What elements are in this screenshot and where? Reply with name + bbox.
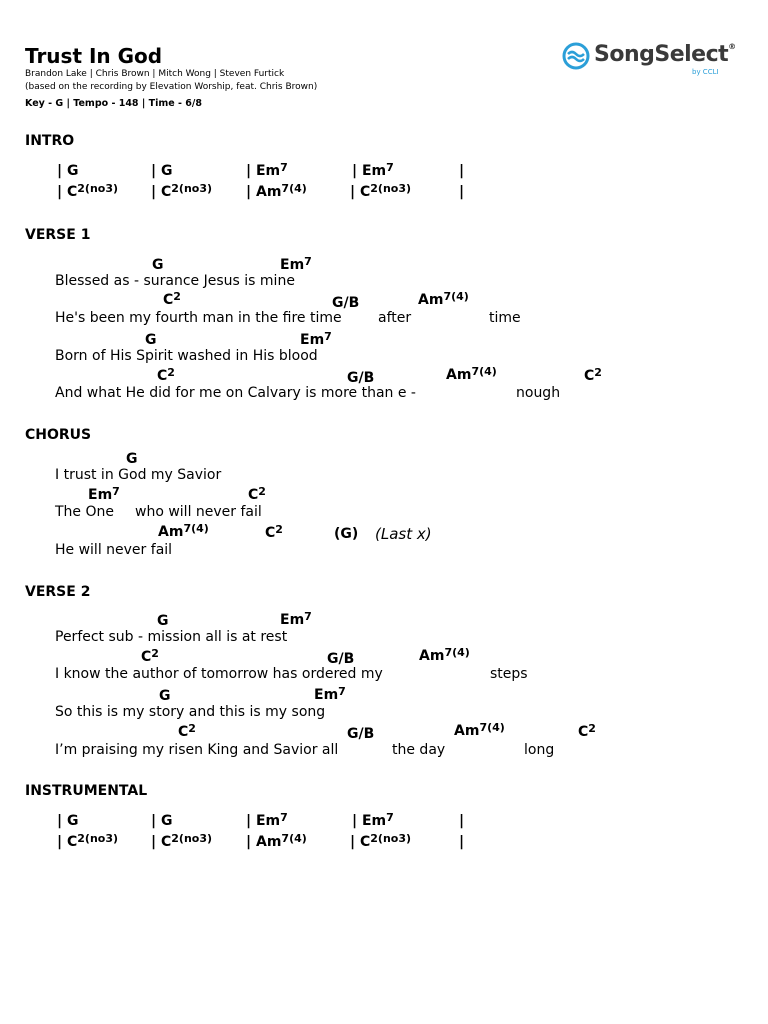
chord: G: [152, 257, 164, 273]
bar-chord: | Em$^7$: [352, 161, 394, 179]
chord: Em$^7$: [88, 485, 120, 503]
section-chorus: CHORUS: [25, 427, 92, 443]
lyric-word: the day: [392, 742, 446, 758]
chord: Em$^7$: [280, 255, 312, 273]
chord: G/B: [327, 651, 355, 667]
lyric-word: The One: [55, 504, 115, 520]
lyric-word: steps: [490, 666, 528, 682]
bar-chord: | $C^{2(no3)}$: [350, 832, 412, 850]
chord: $Am^{7(4)}$: [419, 646, 470, 664]
bar-chord: | G: [151, 163, 173, 179]
chord: G/B: [347, 370, 375, 386]
chord: $C^2$: [578, 722, 596, 740]
bar-line: |: [459, 834, 465, 850]
chord: Em$^7$: [300, 330, 332, 348]
lyric-line: who will never fail: [135, 504, 262, 520]
chord: G/B: [332, 295, 360, 311]
lyric-line: He's been my fourth man in the fire time: [55, 310, 342, 326]
chord: G: [159, 688, 171, 704]
bar-line: |: [459, 813, 465, 829]
song-authors: Brandon Lake | Chris Brown | Mitch Wong | Steven Furtick: [25, 69, 285, 79]
section-verse-1: VERSE 1: [25, 227, 91, 243]
bar-chord: | G: [151, 813, 173, 829]
chord: (G): [334, 526, 359, 542]
bar-chord: | $C^{2(no3)}$: [57, 832, 119, 850]
section-instrumental: INSTRUMENTAL: [25, 783, 148, 799]
chord: $C^2$: [178, 722, 196, 740]
lyric-word: nough: [516, 385, 561, 401]
chord: $Am^{7(4)}$: [454, 721, 505, 739]
lyric-line: And what He did for me on Calvary is more than e -: [55, 385, 416, 401]
chord: $C^2$: [157, 366, 175, 384]
bar-line: |: [459, 163, 465, 179]
lyric-line: I’m praising my risen King and Savior all: [55, 742, 339, 758]
bar-chord: | $Am^{7(4)}$: [246, 832, 307, 850]
chord: $C^2$: [163, 290, 181, 308]
bar-chord: | $C^{2(no3)}$: [57, 182, 119, 200]
song-meta: Key - G | Tempo - 148 | Time - 6/8: [25, 98, 202, 109]
bar-chord: | Em$^7$: [246, 811, 288, 829]
chord: $C^2$: [584, 366, 602, 384]
chord: G: [157, 613, 169, 629]
bar-chord: | $C^{2(no3)}$: [350, 182, 412, 200]
bar-chord: | $C^{2(no3)}$: [151, 182, 213, 200]
logo-wordmark: SongSelect®: [594, 42, 736, 67]
recording-note: (based on the recording by Elevation Worship, feat. Chris Brown): [25, 82, 318, 92]
lyric-word: long: [524, 742, 555, 758]
chord: $C^2$: [265, 523, 283, 541]
chord: Em$^7$: [280, 610, 312, 628]
bar-chord: | $Am^{7(4)}$: [246, 182, 307, 200]
last-time-note: (Last x): [375, 525, 432, 543]
chord: $C^2$: [141, 647, 159, 665]
section-intro: INTRO: [25, 133, 75, 149]
lyric-line: He will never fail: [55, 542, 173, 558]
lyric-word: time: [489, 310, 521, 326]
chord: $Am^{7(4)}$: [446, 365, 497, 383]
song-title: Trust In God: [25, 44, 163, 68]
ccli-logo-icon: [562, 42, 590, 70]
chord: Em$^7$: [314, 685, 346, 703]
lyric-line: Born of His Spirit washed in His blood: [55, 348, 318, 364]
lyric-line: Perfect sub - mission all is at rest: [55, 629, 288, 645]
bar-chord: | Em$^7$: [246, 161, 288, 179]
chord: G: [145, 332, 157, 348]
bar-chord: | G: [57, 163, 79, 179]
chord: $Am^{7(4)}$: [158, 522, 209, 540]
bar-chord: | Em$^7$: [352, 811, 394, 829]
lyric-line: I know the author of tomorrow has ordered my: [55, 666, 383, 682]
lyric-line: Blessed as - surance Jesus is mine: [55, 273, 295, 289]
logo-subtitle: by CCLI: [692, 68, 719, 76]
chord: $C^2$: [248, 485, 266, 503]
bar-line: |: [459, 184, 465, 200]
bar-chord: | $C^{2(no3)}$: [151, 832, 213, 850]
chord: G/B: [347, 726, 375, 742]
chord: G: [126, 451, 138, 467]
lyric-line: So this is my story and this is my song: [55, 704, 326, 720]
section-verse-2: VERSE 2: [25, 584, 91, 600]
chord: $Am^{7(4)}$: [418, 290, 469, 308]
bar-chord: | G: [57, 813, 79, 829]
lyric-word: after: [378, 310, 412, 326]
lyric-line: I trust in God my Savior: [55, 467, 222, 483]
